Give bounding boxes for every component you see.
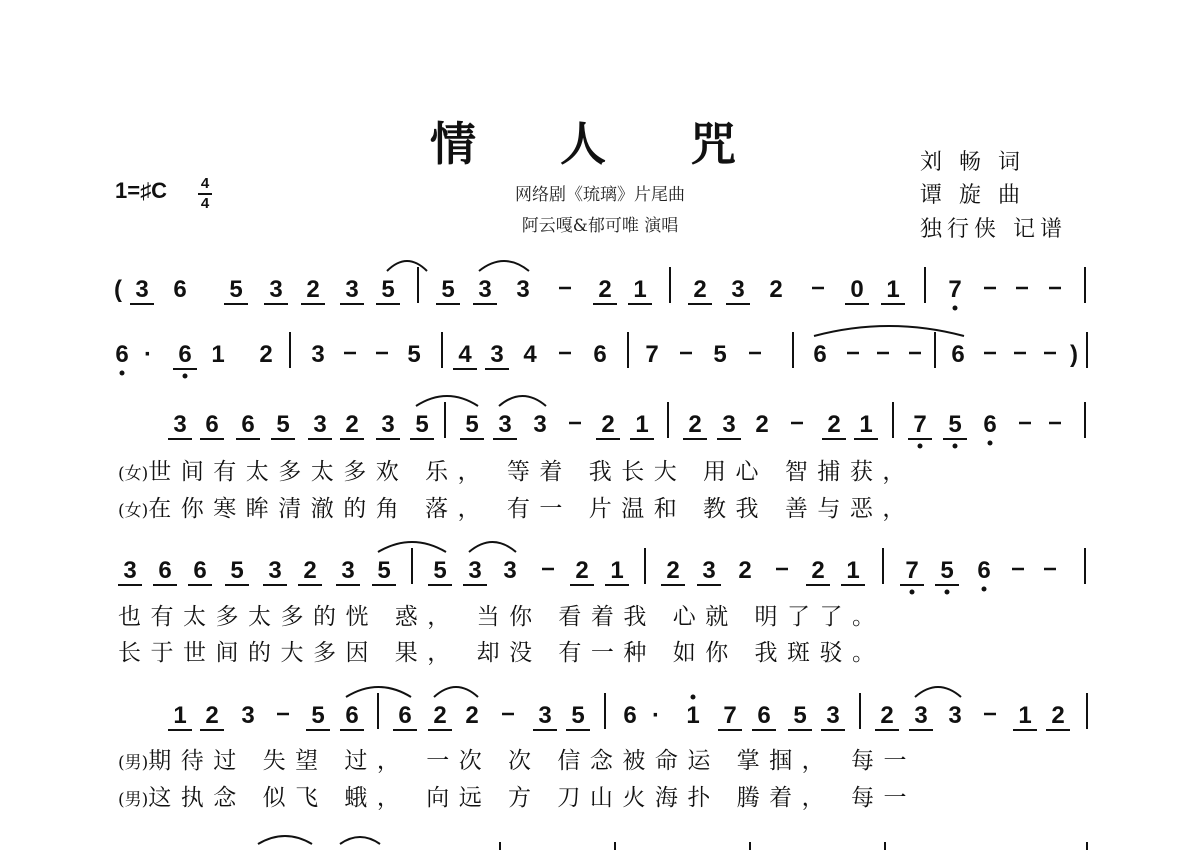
note: 2 (433, 702, 447, 729)
octave-dot-low (183, 374, 188, 379)
note: ( (114, 276, 122, 303)
note: 3 (702, 557, 716, 584)
octave-dot-low (120, 371, 125, 376)
note: 3 (381, 411, 395, 438)
note: 1 (633, 276, 647, 303)
note: 1 (859, 411, 873, 438)
song-title: 情 人 咒 (429, 117, 771, 171)
note: 7 (905, 557, 919, 584)
note: 5 (465, 411, 479, 438)
note: 5 (276, 411, 290, 438)
note: 2 (827, 411, 841, 438)
note: 5 (381, 276, 395, 303)
note: 1 (686, 702, 700, 729)
key-signature: 1=♯C (115, 178, 167, 203)
note: 6 (241, 411, 255, 438)
note: 7 (723, 702, 737, 729)
note: 6 (398, 702, 412, 729)
slur-tie (915, 687, 961, 697)
note: 6 (173, 276, 187, 303)
note: 2 (880, 702, 894, 729)
octave-dot-low (982, 587, 987, 592)
note: 2 (755, 411, 769, 438)
note: 1 (211, 341, 225, 368)
note: 6 (623, 702, 637, 729)
slur-tie (416, 396, 478, 406)
note: 3 (313, 411, 327, 438)
note: 2 (465, 702, 479, 729)
note: 3 (503, 557, 517, 584)
note: 6 (977, 557, 991, 584)
note: 5 (407, 341, 421, 368)
note: 3 (269, 276, 283, 303)
lyric-text: 长于世间的大多因 果， 却没 有一种 如你 我斑驳。 (118, 640, 885, 666)
note: 1 (1018, 702, 1032, 729)
role-label: (女) (118, 464, 149, 484)
slur-tie (340, 837, 380, 844)
note: 3 (135, 276, 149, 303)
note: 6 (813, 341, 827, 368)
lyric-text: 期待过 失望 过， 一次 次 信念被命运 掌掴， 每一 (148, 748, 916, 774)
note: 2 (601, 411, 615, 438)
role-label: (男) (118, 753, 149, 773)
note: 3 (731, 276, 745, 303)
note: 5 (571, 702, 585, 729)
note: 6 (115, 341, 129, 368)
note: 2 (598, 276, 612, 303)
note: 2 (666, 557, 680, 584)
lyric-text: 在你寒眸清澈的角 落， 有一 片温和 教我 善与恶， (148, 496, 915, 522)
note: 5 (940, 557, 954, 584)
note: 3 (123, 557, 137, 584)
note: 5 (441, 276, 455, 303)
note: 3 (468, 557, 482, 584)
note: 5 (230, 557, 244, 584)
note: 2 (575, 557, 589, 584)
note: 4 (523, 341, 537, 368)
octave-dot-low (910, 590, 915, 595)
note: 3 (490, 341, 504, 368)
note: 6 (757, 702, 771, 729)
note: 5 (415, 411, 429, 438)
note: 6 (193, 557, 207, 584)
slur-tie (499, 396, 546, 406)
note: 5 (713, 341, 727, 368)
note: 5 (948, 411, 962, 438)
octave-dot-low (953, 444, 958, 449)
slur-tie (479, 261, 529, 271)
note: 5 (433, 557, 447, 584)
note: 1 (635, 411, 649, 438)
lyricist-credit: 刘 畅 词 (920, 150, 1025, 175)
octave-dot-high (691, 695, 696, 700)
note: 6 (593, 341, 607, 368)
slur-tie (814, 326, 964, 336)
note: 6 (178, 341, 192, 368)
note: 7 (913, 411, 927, 438)
note: 2 (738, 557, 752, 584)
note: 1 (846, 557, 860, 584)
note: 5 (229, 276, 243, 303)
note: 2 (1051, 702, 1065, 729)
note: 2 (811, 557, 825, 584)
note: 1 (610, 557, 624, 584)
octave-dot-low (988, 441, 993, 446)
note: 7 (948, 276, 962, 303)
note: 2 (693, 276, 707, 303)
notator-credit: 独行侠 记谱 (920, 217, 1067, 242)
note: 5 (311, 702, 325, 729)
note: 3 (173, 411, 187, 438)
note: 2 (306, 276, 320, 303)
note: 2 (303, 557, 317, 584)
note: 3 (478, 276, 492, 303)
composer-credit: 谭 旋 曲 (920, 183, 1025, 208)
note: 3 (516, 276, 530, 303)
lyric-text: 世间有太多太多欢 乐， 等着 我长大 用心 智捕获， (148, 459, 915, 485)
note: 0 (850, 276, 864, 303)
note: 2 (205, 702, 219, 729)
time-sig-top: 4 (200, 175, 210, 192)
performers: 阿云嘎&郁可唯 演唱 (521, 216, 679, 236)
note: 3 (722, 411, 736, 438)
octave-dot-low (918, 444, 923, 449)
note: 3 (498, 411, 512, 438)
note: 3 (538, 702, 552, 729)
lyric-text: 也有太多太多的恍 惑， 当你 看着我 心就 明了了。 (118, 604, 885, 630)
note: 2 (688, 411, 702, 438)
note: 3 (826, 702, 840, 729)
note: 3 (268, 557, 282, 584)
note: 3 (341, 557, 355, 584)
slur-tie (258, 836, 312, 844)
note: 6 (205, 411, 219, 438)
note: 3 (311, 341, 325, 368)
note: 3 (948, 702, 962, 729)
note: 7 (645, 341, 659, 368)
role-label: (女) (118, 501, 149, 521)
note: 4 (458, 341, 472, 368)
note: 3 (914, 702, 928, 729)
note: 2 (345, 411, 359, 438)
subtitle: 网络剧《琉璃》片尾曲 (515, 185, 685, 205)
note: 6 (345, 702, 359, 729)
note: 6 (951, 341, 965, 368)
role-label: (男) (118, 790, 149, 810)
note: 1 (173, 702, 187, 729)
lyric-text: 这执念 似飞 蛾， 向远 方 刀山火海扑 腾着， 每一 (148, 785, 916, 811)
note: 2 (769, 276, 783, 303)
note: ) (1070, 341, 1078, 368)
octave-dot-low (953, 306, 958, 311)
note: · (144, 341, 152, 368)
note: 1 (886, 276, 900, 303)
time-sig-bottom: 4 (200, 195, 210, 212)
note: 2 (259, 341, 273, 368)
note: 6 (158, 557, 172, 584)
note: 3 (533, 411, 547, 438)
slur-tie (387, 261, 427, 271)
note: 5 (793, 702, 807, 729)
slur-tie (434, 687, 478, 697)
note: · (652, 702, 660, 729)
note: 5 (377, 557, 391, 584)
note: 6 (983, 411, 997, 438)
slur-tie (469, 542, 516, 552)
octave-dot-low (945, 590, 950, 595)
note: 3 (345, 276, 359, 303)
note: 3 (241, 702, 255, 729)
